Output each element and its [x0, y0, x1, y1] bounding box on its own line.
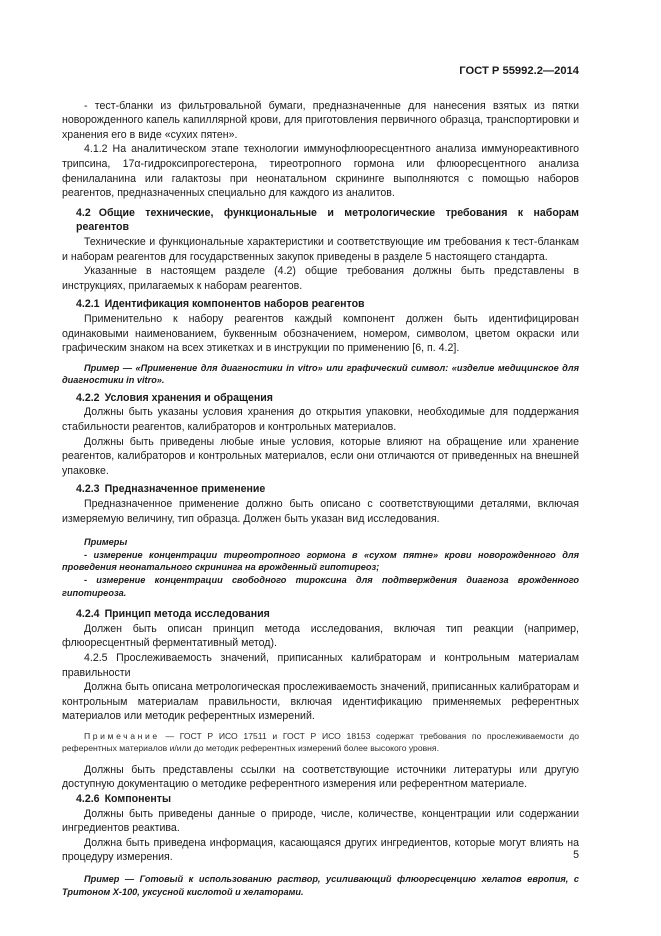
- section-heading-4-2-4: [62, 607, 579, 622]
- section-heading-4-2-1: [62, 297, 579, 312]
- section-title: Условия хранения и обращения: [104, 391, 273, 404]
- section-title: Компоненты: [104, 792, 171, 805]
- paragraph: - тест-бланки из фильтровальной бумаги, предназначенные для нанесения взятых из пятки новорожденного капель капиллярной крови, для приготовления первичного образца, транспортировки и хранения его в виде «сухих пятен».: [62, 99, 579, 141]
- note: [62, 730, 579, 755]
- section-number: 4.2.4: [76, 608, 100, 621]
- note-text: — ГОСТ Р ИСО 17511 и ГОСТ Р ИСО 18153 содержат требования по прослеживаемости до референтных материалов и/или до методик референтных измерений более высокого уровня.: [62, 730, 579, 754]
- document-body: [62, 99, 579, 899]
- note-label: Примечание: [84, 730, 160, 741]
- paragraph: Должны быть приведены данные о природе, числе, количестве, концентрации или содержании ингредиентов реактива.: [62, 807, 579, 835]
- paragraph: Должна быть приведена информация, касающаяся других ингредиентов, которые могут влиять на процедуру измерения.: [62, 836, 579, 864]
- paragraph: Технические и функциональные характеристики и соответствующие им требования к тест-бланкам и наборам реагентов для государственных закупок приведены в разделе 5 настоящего стандарта.: [62, 235, 579, 263]
- example-item: - измерение концентрации свободного тироксина для подтверждения диагноза врожденного гипотиреоза.: [62, 575, 579, 598]
- paragraph: Должен быть описан принцип метода исследования, включая тип реакции (например, флюоресцентный ферментативный метод).: [62, 622, 579, 650]
- section-heading-4-2-3: [62, 482, 579, 497]
- example-note: Пример — «Применение для диагностики in vitro» или графический символ: «изделие медицинское для диагностики in vitro».: [62, 362, 579, 386]
- section-title: Принцип метода исследования: [104, 608, 270, 621]
- paragraph: Указанные в настоящем разделе (4.2) общие требования должны быть представлены в инструкциях, прилагаемых к наборам реагентов.: [62, 265, 579, 292]
- paragraph: Должны быть указаны условия хранения до открытия упаковки, необходимые для поддержания стабильности реагентов, калибраторов и контрольных материалов.: [62, 406, 579, 434]
- paragraph: Применительно к набору реагентов каждый компонент должен быть идентифицирован одинаковыми наименованием, буквенным обозначением, номером, символом, цветом окраски или графическим знаком на всех этикетках и в инструкции по применению [6, п. 4.2].: [62, 312, 579, 355]
- paragraph: Должна быть описана метрологическая прослеживаемость значений, приписанных калибраторам и контрольным материалам правильности, включая идентификацию применяемых референтных материалов или методик референтных измерений.: [62, 681, 579, 723]
- section-number: 4.2: [76, 206, 91, 219]
- section-heading-4-2-2: [62, 391, 579, 406]
- section-number: 4.2.3: [76, 483, 100, 496]
- section-title: Идентификация компонентов наборов реагентов: [104, 298, 365, 311]
- section-heading-4-2-6: [62, 792, 579, 807]
- paragraph: Должны быть приведены любые иные условия, которые влияют на обращение или хранение реагентов, калибраторов и контрольных материалов, если они отличаются от приведенных на внешней упаковке.: [62, 435, 579, 477]
- examples-note: [62, 536, 579, 599]
- section-title: Общие технические, функциональные и метрологические требования к наборам реагентов: [76, 206, 579, 234]
- example-item: - измерение концентрации тиреотропного гормона в «сухом пятне» крови новорожденного для проведения неонатального скрининга на врожденный гипотиреоз;: [62, 549, 579, 573]
- page-number: 5: [573, 849, 579, 861]
- paragraph: Должны быть представлены ссылки на соответствующие источники литературы или другую доступную документацию о методике референтного измерения или референтном материале.: [62, 763, 579, 791]
- section-heading-4-2: [62, 206, 579, 235]
- paragraph: Предназначенное применение должно быть описано с соответствующими деталями, включая измеряемую величину, тип образца. Должен быть указан вид исследования.: [62, 498, 579, 525]
- paragraph: 4.1.2 На аналитическом этапе технологии иммунофлюоресцентного анализа иммунореактивного трипсина, 17α-гидроксипрогестерона, тиреотропного гормона или флюоресцентного анализа фенилаланина или галактозы при неонатальном скрининге выполняются с помощью наборов реагентов, предназначенных специально для каждого из аналитов.: [62, 143, 579, 200]
- section-number: 4.2.6: [76, 792, 100, 805]
- document-header: ГОСТ Р 55992.2—2014: [459, 65, 579, 77]
- example-note: Пример — Готовый к использованию раствор, усиливающий флюоресценцию хелатов европия, с Тритоном Х-100, уксусной кислотой и хелаторами.: [62, 873, 579, 897]
- paragraph: 4.2.5 Прослеживаемость значений, приписанных калибраторам и контрольным материалам правильности: [62, 651, 579, 679]
- section-title: Предназначенное применение: [104, 483, 266, 496]
- section-number: 4.2.2: [76, 391, 100, 404]
- examples-heading: Примеры: [84, 537, 128, 548]
- section-number: 4.2.1: [76, 298, 100, 311]
